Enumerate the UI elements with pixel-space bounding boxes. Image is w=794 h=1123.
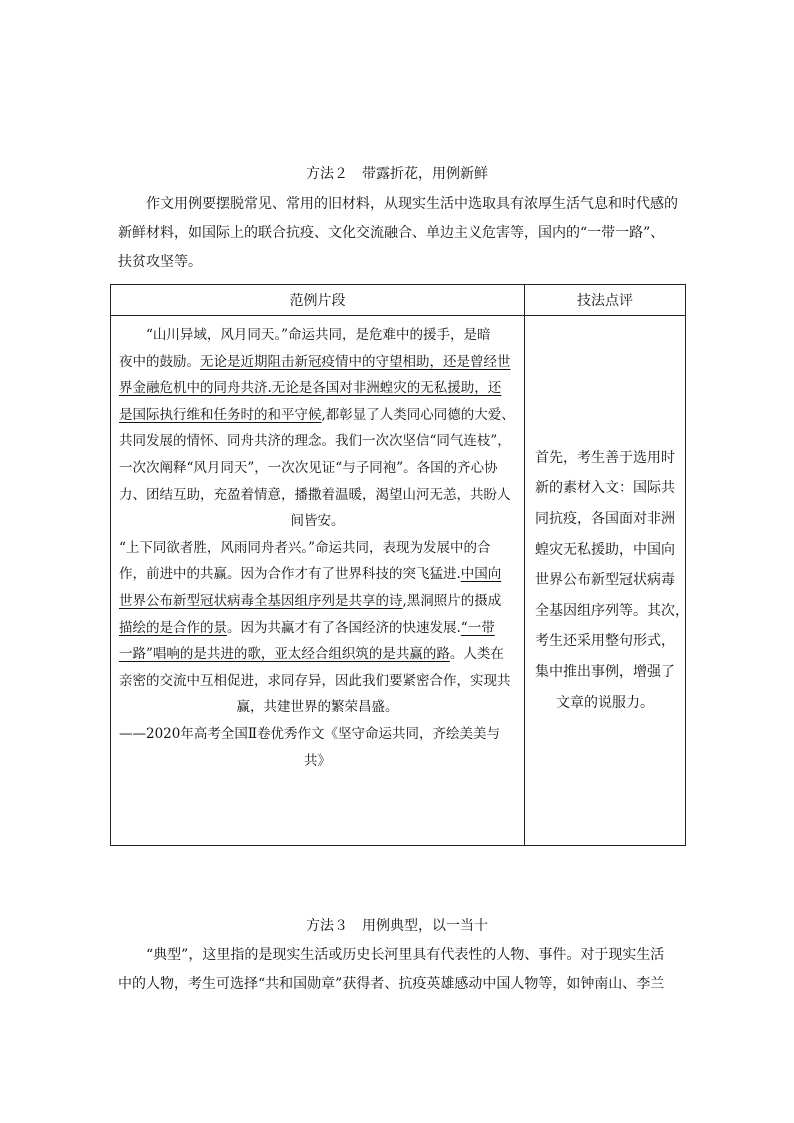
intro-line: 作文用例要摆脱常见、常用的旧材料，从现实生活中选取具有浓厚生活气息和时代感的 xyxy=(146,196,678,212)
source-line: 共》 xyxy=(304,752,331,769)
comment-cell xyxy=(525,316,689,846)
underlined-text: 世界公布新型冠状病毒全基因组序列是共享的诗 xyxy=(119,592,403,609)
intro-line: 新鲜材料，如国际上的联合抗疫、文化交流融合、单边主义危害等，国内的“一带一路”、 xyxy=(118,225,665,241)
text-span: 。人类在 xyxy=(449,646,504,663)
underlined-text: 无论是近期阻击新冠疫情中的守望相助，还是曾经世 xyxy=(200,353,511,370)
example-line: “上下同欲者胜，风雨同舟者兴。”命运共同，表现为发展中的合 xyxy=(119,539,491,556)
table-header-row xyxy=(111,285,686,316)
comment-line: 世界公布新型冠状病毒 xyxy=(535,572,675,589)
example-line xyxy=(119,349,516,376)
example-line xyxy=(119,588,516,615)
example-line: 赢，共建世界的繁荣昌盛。 xyxy=(236,699,399,716)
header-comment: 技法点评 xyxy=(525,285,686,316)
text-span: ,黑洞照片的摄成 xyxy=(402,592,502,609)
comment-line: 文章的说服力。 xyxy=(556,694,654,711)
comment-line: 全基因组序列等。其次， xyxy=(535,602,689,619)
comment-line: 考生还采用整句形式， xyxy=(535,633,675,650)
underlined-text: 一路”唱响的是共进的歌，亚太经合组织筑的是共赢的路 xyxy=(119,646,450,663)
section-3-title: 方法３ 用例典型，以一当十 xyxy=(306,918,488,934)
section-3-intro xyxy=(118,941,678,999)
comment-text xyxy=(525,443,689,718)
underlined-text: 中国向 xyxy=(460,566,502,583)
example-line xyxy=(119,561,516,588)
text-span: 。因为共赢才有了各国经济的快速发展. xyxy=(227,619,461,636)
example-cell xyxy=(111,316,525,846)
table-body-row xyxy=(111,316,686,846)
underlined-text: “一带 xyxy=(460,619,495,636)
section-2-title: 方法２ 带露折花，用例新鲜 xyxy=(306,166,488,182)
comment-line: 同抗疫，各国面对非洲 xyxy=(535,511,675,528)
underlined-text: 是国际执行维和任务时的和平守候 xyxy=(119,406,322,423)
intro-line: “典型”，这里指的是现实生活或历史长河里具有代表性的人物、事件。对于现实生活 xyxy=(146,947,665,963)
example-line xyxy=(119,402,516,429)
comment-line: 集中推出事例，增强了 xyxy=(535,663,675,680)
example-text xyxy=(119,322,516,774)
example-line: 亲密的交流中互相促进，求同存异，因此我们要紧密合作，实现共 xyxy=(119,672,511,689)
example-line: 一次次阐释“风月同天”，一次次见证“与子同袍”。各国的齐心协 xyxy=(119,459,498,476)
text-span: ,都彰显了人类同心同德的大爱、 xyxy=(321,406,515,423)
comment-line: 新的素材入文：国际共 xyxy=(535,480,675,497)
section-2-intro xyxy=(118,190,678,277)
comment-line: 首先，考生善于选用时 xyxy=(535,449,675,466)
header-example: 范例片段 xyxy=(111,285,525,316)
comment-line: 蝗灾无私援助，中国向 xyxy=(535,541,675,558)
text-span: 作，前进中的共赢。因为合作才有了世界科技的突飞猛进. xyxy=(119,566,461,583)
intro-line: 扶贫攻坚等。 xyxy=(118,254,202,270)
source-line: ——2020年高考全国Ⅱ卷优秀作文《坚守命运共同，齐绘美美与 xyxy=(119,725,501,742)
underlined-text: 描绘的是合作的景 xyxy=(119,619,227,636)
example-line: 共同发展的情怀、同舟共济的理念。我们一次次坚信“同气连枝”， xyxy=(119,433,511,450)
example-line: 力、团结互助，充盈着情意，播撒着温暖，渴望山河无恙，共盼人 xyxy=(119,486,511,503)
example-line: 界金融危机中的同舟共济.无论是各国对非洲蝗灾的无私援助，还 xyxy=(119,380,502,397)
example-table xyxy=(110,284,689,846)
example-line xyxy=(119,641,516,668)
example-line: “山川异域，风月同天。”命运共同，是危难中的援手，是暗 xyxy=(146,327,491,343)
text-span: 夜中的鼓励。 xyxy=(119,353,200,370)
example-line xyxy=(119,615,516,642)
example-line: 间皆安。 xyxy=(290,513,345,530)
intro-line: 中的人物，考生可选择“共和国勋章”获得者、抗疫英雄感动中国人物等，如钟南山、李兰 xyxy=(118,976,665,992)
